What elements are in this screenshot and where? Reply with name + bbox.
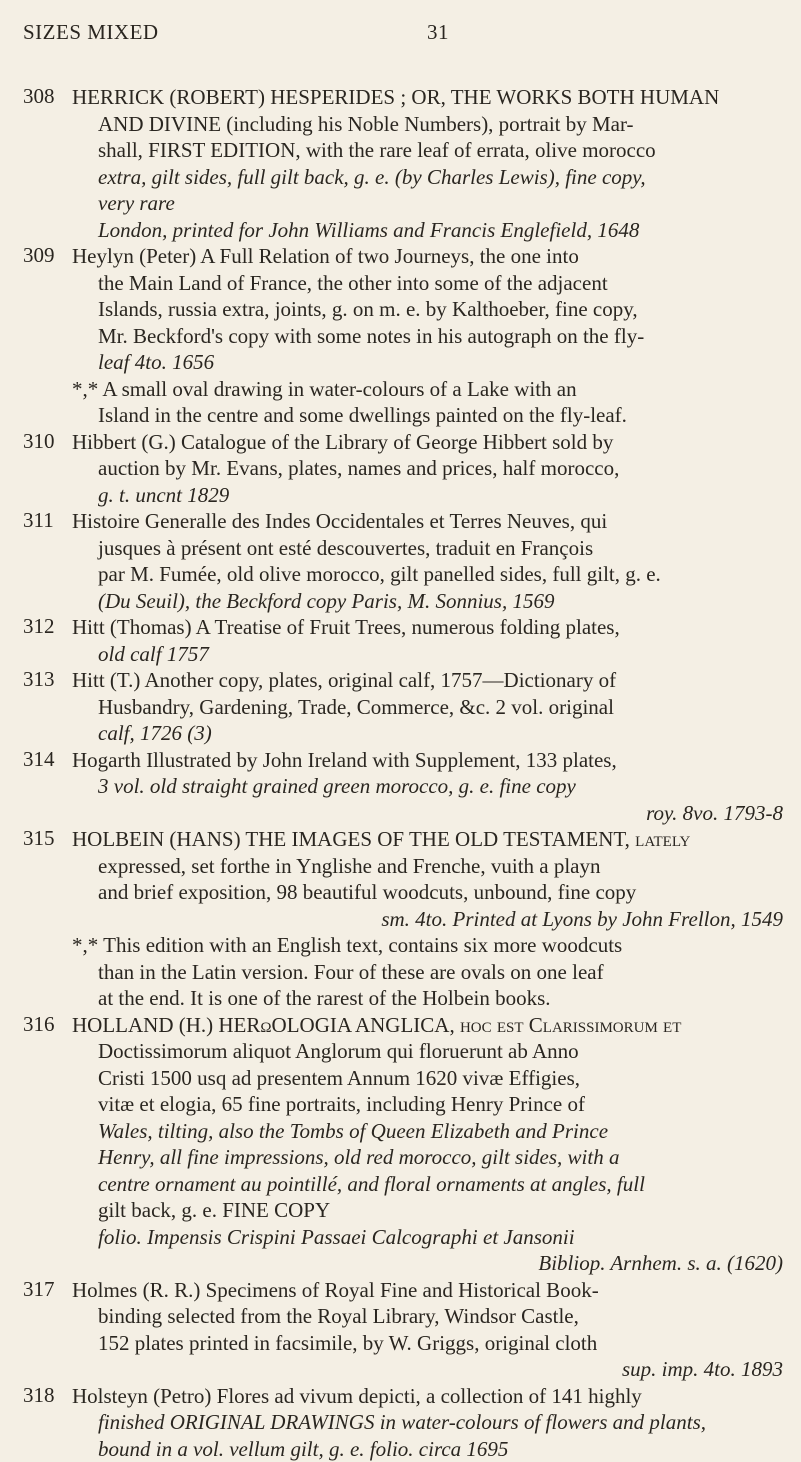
lot-line: folio. Impensis Crispini Passaei Calcographi et Jansonii — [72, 1224, 783, 1251]
lot-line: Henry, all fine impressions, old red morocco, gilt sides, with a — [72, 1144, 783, 1171]
lot-line: HOLBEIN (HANS) THE IMAGES OF THE OLD TESTAMENT, lately — [72, 826, 783, 853]
lot-number: 318 — [23, 1383, 55, 1408]
lot-number: 316 — [23, 1012, 55, 1037]
lot-line: centre ornament au pointillé, and floral ornaments at angles, full — [72, 1171, 783, 1198]
lot-number: 317 — [23, 1277, 55, 1302]
lot-number: 312 — [23, 614, 55, 639]
lot-line: bound in a vol. vellum gilt, g. e. folio. circa 1695 — [72, 1436, 783, 1462]
lot-line: shall, FIRST EDITION, with the rare leaf of errata, olive morocco — [72, 137, 783, 164]
lot-number: 314 — [23, 747, 55, 772]
lot-line: 152 plates printed in facsimile, by W. Griggs, original cloth — [72, 1330, 783, 1357]
lot-note: than in the Latin version. Four of these are ovals on one leaf — [72, 959, 783, 986]
lot-line: Cristi 1500 usq ad presentem Annum 1620 vivæ Effigies, — [72, 1065, 783, 1092]
lot-line: Holsteyn (Petro) Flores ad vivum depicti, a collection of 141 highly — [72, 1383, 783, 1410]
lot-line: very rare — [72, 190, 783, 217]
lot-line: Husbandry, Gardening, Trade, Commerce, &c. 2 vol. original — [72, 694, 783, 721]
lot-line: jusques à présent ont esté descouvertes, traduit en François — [72, 535, 783, 562]
lot-entry-315 — [23, 826, 783, 1012]
lot-number: 315 — [23, 826, 55, 851]
lot-line: gilt back, g. e. FINE COPY — [72, 1197, 783, 1224]
lot-line: Hitt (Thomas) A Treatise of Fruit Trees, numerous folding plates, — [72, 614, 783, 641]
lot-line: Wales, tilting, also the Tombs of Queen Elizabeth and Prince — [72, 1118, 783, 1145]
lot-line: Hibbert (G.) Catalogue of the Library of George Hibbert sold by — [72, 429, 783, 456]
lot-line: sup. imp. 4to. 1893 — [72, 1356, 783, 1383]
lot-entry-311 — [23, 508, 783, 614]
lot-number: 310 — [23, 429, 55, 454]
lot-line: 3 vol. old straight grained green morocco, g. e. fine copy — [72, 773, 783, 800]
lot-line: Doctissimorum aliquot Anglorum qui floruerunt ab Anno — [72, 1038, 783, 1065]
lot-line: auction by Mr. Evans, plates, names and prices, half morocco, — [72, 455, 783, 482]
lot-line: HERRICK (ROBERT) HESPERIDES ; OR, THE WORKS BOTH HUMAN — [72, 84, 783, 111]
lot-line: Hitt (T.) Another copy, plates, original calf, 1757—Dictionary of — [72, 667, 783, 694]
lot-line: par M. Fumée, old olive morocco, gilt panelled sides, full gilt, g. e. — [72, 561, 783, 588]
lot-line: calf, 1726 (3) — [72, 720, 783, 747]
lot-line: Holmes (R. R.) Specimens of Royal Fine and Historical Book- — [72, 1277, 783, 1304]
lot-line: binding selected from the Royal Library, Windsor Castle, — [72, 1303, 783, 1330]
lot-line: vitæ et elogia, 65 fine portraits, including Henry Prince of — [72, 1091, 783, 1118]
lot-note: Island in the centre and some dwellings painted on the fly-leaf. — [72, 402, 783, 429]
lot-line: leaf 4to. 1656 — [72, 349, 783, 376]
lot-entry-317 — [23, 1277, 783, 1383]
lot-line: roy. 8vo. 1793-8 — [72, 800, 783, 827]
lot-entry-318 — [23, 1383, 783, 1462]
lot-note: *,* This edition with an English text, contains six more woodcuts — [72, 932, 783, 959]
lot-line: and brief exposition, 98 beautiful woodcuts, unbound, fine copy — [72, 879, 783, 906]
lot-entry-316 — [23, 1012, 783, 1277]
lot-note: *,* A small oval drawing in water-colours of a Lake with an — [72, 376, 783, 403]
lot-line: (Du Seuil), the Beckford copy Paris, M. Sonnius, 1569 — [72, 588, 783, 615]
lot-line: Islands, russia extra, joints, g. on m. e. by Kalthoeber, fine copy, — [72, 296, 783, 323]
running-title: SIZES MIXED — [23, 20, 159, 45]
lot-line: extra, gilt sides, full gilt back, g. e. (by Charles Lewis), fine copy, — [72, 164, 783, 191]
lot-number: 309 — [23, 243, 55, 268]
lot-line: g. t. uncnt 1829 — [72, 482, 783, 509]
lot-entry-312 — [23, 614, 783, 667]
lot-entry-309 — [23, 243, 783, 429]
lot-entry-310 — [23, 429, 783, 509]
lot-line: AND DIVINE (including his Noble Numbers), portrait by Mar- — [72, 111, 783, 138]
lot-number: 313 — [23, 667, 55, 692]
lot-line: old calf 1757 — [72, 641, 783, 668]
lot-number: 311 — [23, 508, 54, 533]
lot-line: Histoire Generalle des Indes Occidentales et Terres Neuves, qui — [72, 508, 783, 535]
lot-line: finished ORIGINAL DRAWINGS in water-colours of flowers and plants, — [72, 1409, 783, 1436]
page-number: 31 — [427, 20, 449, 45]
lot-line: sm. 4to. Printed at Lyons by John Frellon, 1549 — [72, 906, 783, 933]
lot-list — [23, 84, 783, 1462]
lot-entry-314 — [23, 747, 783, 827]
lot-number: 308 — [23, 84, 55, 109]
lot-line: Hogarth Illustrated by John Ireland with Supplement, 133 plates, — [72, 747, 783, 774]
lot-line: Heylyn (Peter) A Full Relation of two Journeys, the one into — [72, 243, 783, 270]
lot-line: Bibliop. Arnhem. s. a. (1620) — [72, 1250, 783, 1277]
lot-line: the Main Land of France, the other into some of the adjacent — [72, 270, 783, 297]
lot-entry-308 — [23, 84, 783, 243]
lot-line: London, printed for John Williams and Francis Englefield, 1648 — [72, 217, 783, 244]
lot-line: HOLLAND (H.) HERωOLOGIA ANGLICA, hoc est Clarissimorum et — [72, 1012, 783, 1039]
lot-note: at the end. It is one of the rarest of the Holbein books. — [72, 985, 783, 1012]
lot-entry-313 — [23, 667, 783, 747]
lot-line: expressed, set forthe in Ynglishe and Frenche, vuith a playn — [72, 853, 783, 880]
lot-line: Mr. Beckford's copy with some notes in his autograph on the fly- — [72, 323, 783, 350]
